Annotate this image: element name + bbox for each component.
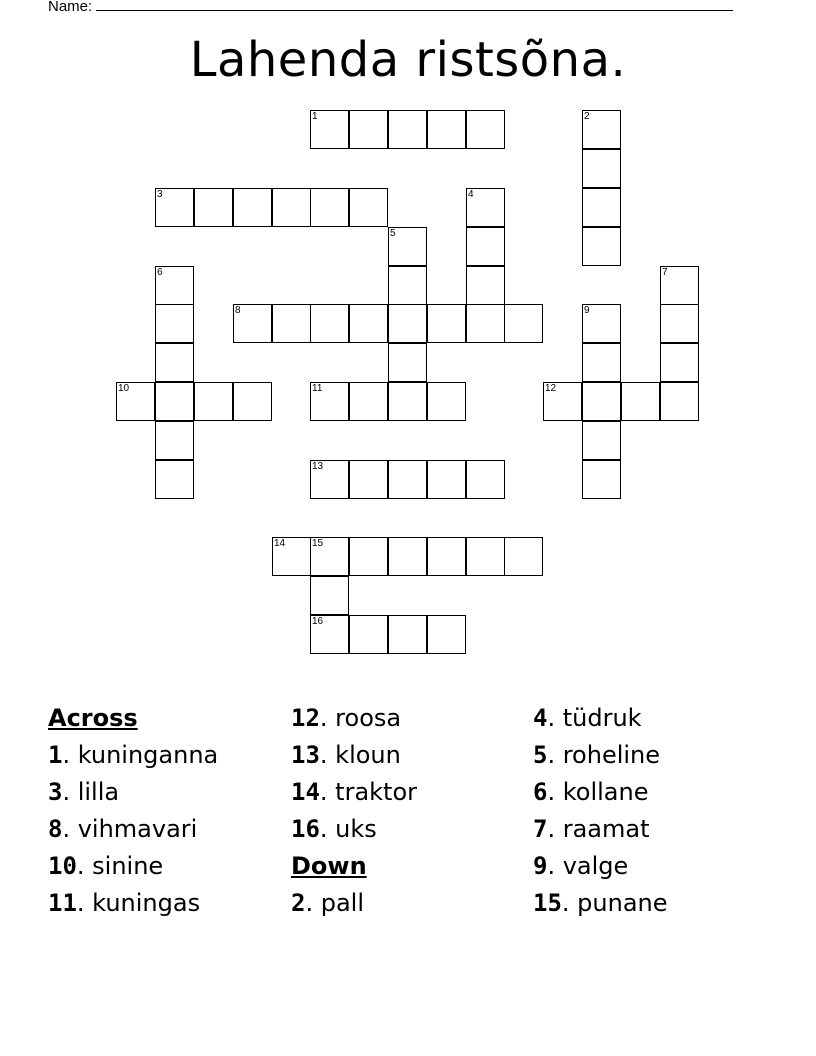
clue-item-number: 7 <box>533 815 548 843</box>
clue-number: 15 <box>312 538 324 549</box>
grid-cell[interactable] <box>194 382 233 421</box>
clue-item-number: 6 <box>533 778 548 806</box>
grid-cell[interactable] <box>466 227 505 266</box>
clue-number: 14 <box>274 538 286 549</box>
grid-cell[interactable] <box>427 615 466 654</box>
grid-cell[interactable] <box>310 537 349 576</box>
grid-cell[interactable] <box>155 382 194 421</box>
grid-cell[interactable] <box>582 343 621 382</box>
grid-cell[interactable] <box>427 460 466 499</box>
clue-item-text: kollane <box>562 778 649 806</box>
clue-item-text: raamat <box>562 815 650 843</box>
clue-item-text: roheline <box>562 741 661 769</box>
clue-item-text: kloun <box>335 741 401 769</box>
grid-cell[interactable] <box>466 537 505 576</box>
clue-item-number: 4 <box>533 704 548 732</box>
grid-cell[interactable] <box>582 382 621 421</box>
clue-number: 16 <box>312 616 324 627</box>
clue-item: 2. pall <box>291 889 364 917</box>
clue-item-text: valge <box>562 852 629 880</box>
grid-cell[interactable] <box>310 460 349 499</box>
clue-item: 4. tüdruk <box>533 704 642 732</box>
grid-cell[interactable] <box>155 421 194 460</box>
grid-cell[interactable] <box>388 227 427 266</box>
clue-item-text: lilla <box>77 778 120 806</box>
clue-item: 5. roheline <box>533 741 661 769</box>
grid-cell[interactable] <box>310 615 349 654</box>
grid-cell[interactable] <box>349 188 388 227</box>
clue-number: 3 <box>157 189 163 200</box>
clue-item-text: uks <box>335 815 377 843</box>
grid-cell[interactable] <box>427 537 466 576</box>
clue-item-text: sinine <box>92 852 164 880</box>
grid-cell[interactable] <box>155 188 194 227</box>
clue-item: 15. punane <box>533 889 668 917</box>
grid-cell[interactable] <box>155 343 194 382</box>
grid-cell[interactable] <box>582 110 621 149</box>
grid-cell[interactable] <box>427 382 466 421</box>
grid-cell[interactable] <box>116 382 155 421</box>
clue-item-text: roosa <box>335 704 402 732</box>
grid-cell[interactable] <box>310 188 349 227</box>
grid-cell[interactable] <box>504 304 543 343</box>
clue-item-number: 13 <box>291 741 320 769</box>
grid-cell[interactable] <box>310 576 349 615</box>
grid-cell[interactable] <box>349 460 388 499</box>
clue-number: 5 <box>390 228 396 239</box>
clue-item-number: 10 <box>48 852 77 880</box>
down-heading: Down <box>291 852 367 880</box>
grid-cell[interactable] <box>466 110 505 149</box>
grid-cell[interactable] <box>349 304 388 343</box>
grid-cell[interactable] <box>582 304 621 343</box>
clue-item: 6. kollane <box>533 778 649 806</box>
grid-cell[interactable] <box>582 188 621 227</box>
clue-item: 7. raamat <box>533 815 650 843</box>
clue-number: 11 <box>312 383 323 394</box>
grid-cell[interactable] <box>582 421 621 460</box>
clue-item-text: kuningas <box>92 889 201 917</box>
clue-item-number: 2 <box>291 889 306 917</box>
grid-cell[interactable] <box>388 460 427 499</box>
clue-item-number: 16 <box>291 815 320 843</box>
grid-cell[interactable] <box>582 149 621 188</box>
grid-cell[interactable] <box>660 304 699 343</box>
grid-cell[interactable] <box>233 188 272 227</box>
clue-item-number: 14 <box>291 778 320 806</box>
clue-item: 12. roosa <box>291 704 402 732</box>
grid-cell[interactable] <box>427 304 466 343</box>
grid-cell[interactable] <box>466 188 505 227</box>
clue-item-number: 5 <box>533 741 548 769</box>
grid-cell[interactable] <box>310 382 349 421</box>
clue-item-text: vihmavari <box>77 815 198 843</box>
page-title: Lahenda ristsõna. <box>189 32 627 88</box>
clue-column-1 <box>48 700 218 922</box>
clue-item-number: 15 <box>533 889 562 917</box>
grid-cell[interactable] <box>194 188 233 227</box>
clue-item-number: 12 <box>291 704 320 732</box>
clue-number: 12 <box>545 383 557 394</box>
grid-cell[interactable] <box>155 460 194 499</box>
grid-cell[interactable] <box>660 382 699 421</box>
clue-item: 11. kuningas <box>48 889 201 917</box>
grid-cell[interactable] <box>388 343 427 382</box>
grid-cell[interactable] <box>349 382 388 421</box>
grid-cell[interactable] <box>349 537 388 576</box>
grid-cell[interactable] <box>349 110 388 149</box>
grid-cell[interactable] <box>310 110 349 149</box>
clue-item: 1. kuninganna <box>48 741 219 769</box>
grid-cell[interactable] <box>349 615 388 654</box>
grid-cell[interactable] <box>155 304 194 343</box>
clue-number: 9 <box>584 305 590 316</box>
grid-cell[interactable] <box>233 382 272 421</box>
clue-number: 13 <box>312 461 324 472</box>
grid-cell[interactable] <box>388 304 427 343</box>
grid-cell[interactable] <box>504 537 543 576</box>
grid-cell[interactable] <box>466 266 505 305</box>
clue-item-number: 1 <box>48 741 63 769</box>
clue-item: 10. sinine <box>48 852 164 880</box>
clue-number: 10 <box>118 383 130 394</box>
clue-number: 2 <box>584 111 590 122</box>
clue-item-text: tüdruk <box>562 704 642 732</box>
clue-item: 14. traktor <box>291 778 418 806</box>
grid-cell[interactable] <box>233 304 272 343</box>
grid-cell[interactable] <box>388 537 427 576</box>
clue-item: 16. uks <box>291 815 377 843</box>
clue-column-2 <box>291 700 417 922</box>
grid-cell[interactable] <box>388 615 427 654</box>
clue-column-3 <box>533 700 668 922</box>
clue-item-text: traktor <box>335 778 418 806</box>
grid-cell[interactable] <box>427 110 466 149</box>
grid-cell[interactable] <box>466 304 505 343</box>
grid-cell[interactable] <box>272 188 311 227</box>
grid-cell[interactable] <box>466 460 505 499</box>
clue-item-text: kuninganna <box>77 741 219 769</box>
grid-cell[interactable] <box>272 304 311 343</box>
clue-number: 1 <box>312 111 318 122</box>
clue-item-number: 9 <box>533 852 548 880</box>
clue-number: 4 <box>468 189 474 200</box>
grid-cell[interactable] <box>660 343 699 382</box>
clue-number: 8 <box>235 305 241 316</box>
grid-cell[interactable] <box>388 382 427 421</box>
clue-item-number: 3 <box>48 778 63 806</box>
grid-cell[interactable] <box>621 382 660 421</box>
clue-number: 7 <box>662 267 668 278</box>
grid-cell[interactable] <box>582 227 621 266</box>
grid-cell[interactable] <box>582 460 621 499</box>
clue-item-text: punane <box>577 889 668 917</box>
grid-cell[interactable] <box>660 266 699 305</box>
clue-number: 6 <box>157 267 163 278</box>
clue-item-text: pall <box>320 889 364 917</box>
clue-item: 3. lilla <box>48 778 120 806</box>
grid-cell[interactable] <box>155 266 194 305</box>
clue-item-number: 11 <box>48 889 77 917</box>
grid-cell[interactable] <box>272 537 311 576</box>
name-label: Name: <box>48 0 93 15</box>
clue-item-number: 8 <box>48 815 63 843</box>
grid-cell[interactable] <box>388 266 427 305</box>
grid-cell[interactable] <box>388 110 427 149</box>
clue-item: 8. vihmavari <box>48 815 198 843</box>
across-heading: Across <box>48 704 138 732</box>
grid-cell[interactable] <box>543 382 582 421</box>
grid-cell[interactable] <box>310 304 349 343</box>
clue-item: 13. kloun <box>291 741 401 769</box>
clue-item: 9. valge <box>533 852 629 880</box>
